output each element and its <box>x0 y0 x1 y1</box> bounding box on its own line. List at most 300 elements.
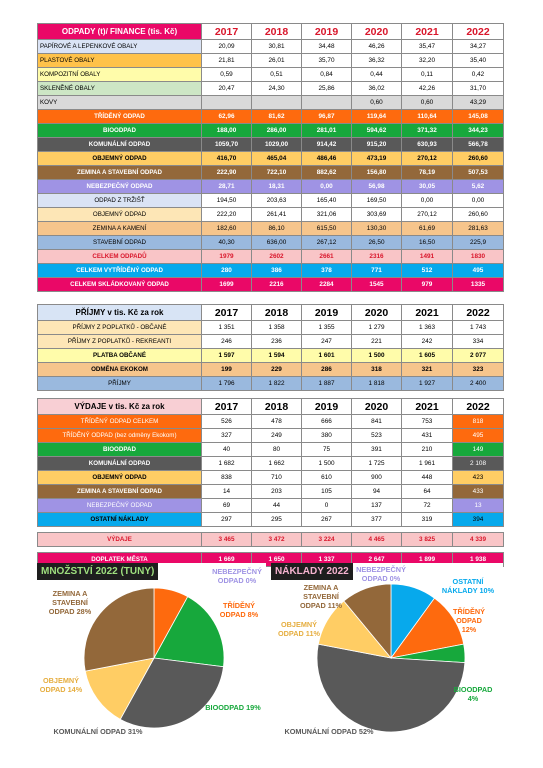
cell-value: 40,30 <box>202 236 252 250</box>
cell-value: 13 <box>453 499 504 513</box>
year-header: 2017 <box>202 399 252 415</box>
cell-value: 4 465 <box>352 533 402 547</box>
cell-value: 1 337 <box>302 553 352 567</box>
cell-value: 35,70 <box>302 54 352 68</box>
cell-value: 281,63 <box>453 222 504 236</box>
table-row <box>38 110 504 124</box>
cell-value: 507,53 <box>453 166 504 180</box>
year-header: 2020 <box>352 305 402 321</box>
table-row <box>38 264 504 278</box>
cell-value: 486,46 <box>302 152 352 166</box>
cell-value: 137 <box>352 499 402 513</box>
cell-value: 145,08 <box>453 110 504 124</box>
cell-value: 722,10 <box>252 166 302 180</box>
row-label-prijmy-z-poplatku-rekreanti: PŘÍJMY Z POPLATKŮ - REKREANTI <box>38 335 202 349</box>
row-label-celkem-vytrideny-odpad: CELKEM VYTŘÍDĚNÝ ODPAD <box>38 264 202 278</box>
cell-value: 1545 <box>352 278 402 292</box>
table-row <box>38 96 504 110</box>
row-label-trideny-odpad-celkem: TŘÍDĚNÝ ODPAD CELKEM <box>38 415 202 429</box>
cell-value: 267,12 <box>302 236 352 250</box>
cell-value: 72 <box>402 499 453 513</box>
cell-value: 0,60 <box>402 96 453 110</box>
cell-value: 267 <box>302 513 352 527</box>
cell-value: 281,01 <box>302 124 352 138</box>
row-label-prijmy-z-poplatku-obcane: PŘÍJMY Z POPLATKŮ - OBČANÉ <box>38 321 202 335</box>
cell-value: 169,50 <box>352 194 402 208</box>
cell-value: 14 <box>202 485 252 499</box>
cell-value: 249 <box>252 429 302 443</box>
cell-value: 25,86 <box>302 82 352 96</box>
cell-value: 900 <box>352 471 402 485</box>
cell-value: 495 <box>453 264 504 278</box>
row-label-trideny-odpad: TŘÍDĚNÝ ODPAD <box>38 110 202 124</box>
cell-value: 838 <box>202 471 252 485</box>
year-header: 2017 <box>202 305 252 321</box>
cell-value: 710 <box>252 471 302 485</box>
cell-value: 261,41 <box>252 208 302 222</box>
cell-value: 323 <box>453 363 504 377</box>
cell-value: 182,60 <box>202 222 252 236</box>
row-label-odmena-ekokom: ODMĚNA EKOKOM <box>38 363 202 377</box>
cell-value: 0,60 <box>352 96 402 110</box>
cell-value: 1 818 <box>352 377 402 391</box>
row-label-odpad-z-trzist: ODPAD Z TRŽIŠŤ <box>38 194 202 208</box>
cell-value: 36,02 <box>352 82 402 96</box>
cell-value: 327 <box>202 429 252 443</box>
cell-value: 0,51 <box>252 68 302 82</box>
row-label-nebezpecny-odpad: NEBEZPEČNÝ ODPAD <box>38 180 202 194</box>
pie-label: OBJEMNÝ ODPAD 14% <box>39 676 83 694</box>
cell-value: 1 355 <box>302 321 352 335</box>
cell-value: 423 <box>453 471 504 485</box>
cell-value: 321 <box>402 363 453 377</box>
row-label-papirove-a-lepenkove-obaly: PAPÍROVÉ A LEPENKOVÉ OBALY <box>38 40 202 54</box>
cell-value: 78,19 <box>402 166 453 180</box>
row-label-komunalni-odpad: KOMUNÁLNÍ ODPAD <box>38 457 202 471</box>
cell-value: 222,90 <box>202 166 252 180</box>
cell-value: 0,42 <box>453 68 504 82</box>
cell-value: 2 647 <box>352 553 402 567</box>
cell-value: 56,98 <box>352 180 402 194</box>
table-row <box>38 349 504 363</box>
row-label-bioodpad: BIOODPAD <box>38 443 202 457</box>
row-label-bioodpad: BIOODPAD <box>38 124 202 138</box>
row-label-plastove-obaly: PLASTOVÉ OBALY <box>38 54 202 68</box>
year-header: 2018 <box>252 305 302 321</box>
cell-value: 36,32 <box>352 54 402 68</box>
cell-value: 1 669 <box>202 553 252 567</box>
cell-value: 2661 <box>302 250 352 264</box>
cell-value: 24,30 <box>252 82 302 96</box>
cell-value: 0,84 <box>302 68 352 82</box>
cell-value: 81,62 <box>252 110 302 124</box>
cell-value: 34,48 <box>302 40 352 54</box>
cell-value: 110,64 <box>402 110 453 124</box>
table-row <box>38 429 504 443</box>
cell-value: 2284 <box>302 278 352 292</box>
table-row <box>38 363 504 377</box>
cell-value: 433 <box>453 485 504 499</box>
cell-value: 1491 <box>402 250 453 264</box>
cell-value: 236 <box>252 335 302 349</box>
cell-value: 303,69 <box>352 208 402 222</box>
cell-value: 915,20 <box>352 138 402 152</box>
pie-label: KOMUNÁLNÍ ODPAD 31% <box>53 727 143 736</box>
table-row <box>38 152 504 166</box>
costs-chart <box>271 563 503 766</box>
cell-value: 0,44 <box>352 68 402 82</box>
cell-value: 882,62 <box>302 166 352 180</box>
cell-value: 1 682 <box>202 457 252 471</box>
cell-value: 1 363 <box>402 321 453 335</box>
cell-value: 210 <box>402 443 453 457</box>
cell-value: 636,00 <box>252 236 302 250</box>
cell-value: 1 279 <box>352 321 402 335</box>
cell-value: 297 <box>202 513 252 527</box>
table-row <box>38 335 504 349</box>
cell-value: 1 351 <box>202 321 252 335</box>
table-row <box>38 40 504 54</box>
cell-value: 0,11 <box>402 68 453 82</box>
cell-value: 1 822 <box>252 377 302 391</box>
cell-value: 371,32 <box>402 124 453 138</box>
row-label-vydaje: VÝDAJE <box>38 533 202 547</box>
cell-value: 3 465 <box>202 533 252 547</box>
cell-value: 69 <box>202 499 252 513</box>
cell-value: 1 650 <box>252 553 302 567</box>
table-row <box>38 166 504 180</box>
row-label-kovy: KOVY <box>38 96 202 110</box>
cell-value: 105 <box>302 485 352 499</box>
cell-value: 3 825 <box>402 533 453 547</box>
table-row <box>38 377 504 391</box>
row-label-trideny-odpad-bez-odmeny-ekokom: TŘÍDĚNÝ ODPAD (bez odměny Ekokom) <box>38 429 202 443</box>
cell-value: 156,80 <box>352 166 402 180</box>
cell-value: 64 <box>402 485 453 499</box>
row-label-zemina-a-stavebni-odpad: ZEMINA A STAVEBNÍ ODPAD <box>38 166 202 180</box>
table-row <box>38 68 504 82</box>
year-header: 2019 <box>302 305 352 321</box>
cell-value: 615,50 <box>302 222 352 236</box>
quantity-chart-title: MNOŽSTVÍ 2022 (TUNY) <box>37 563 158 580</box>
charts-area <box>37 563 503 766</box>
cell-value: 1 500 <box>302 457 352 471</box>
cell-value: 666 <box>302 415 352 429</box>
row-label-sklenene-obaly: SKLENĚNÉ OBALY <box>38 82 202 96</box>
year-header: 2018 <box>252 399 302 415</box>
cell-value: 40 <box>202 443 252 457</box>
cell-value: 221 <box>352 335 402 349</box>
table-row <box>38 485 504 499</box>
year-header: 2017 <box>202 24 252 40</box>
year-header: 2022 <box>453 24 504 40</box>
cell-value <box>302 96 352 110</box>
cell-value: 1 899 <box>402 553 453 567</box>
cell-value: 495 <box>453 429 504 443</box>
pie-label: KOMUNÁLNÍ ODPAD 52% <box>284 727 374 736</box>
cell-value: 334 <box>453 335 504 349</box>
cell-value: 280 <box>202 264 252 278</box>
table-row <box>38 138 504 152</box>
cell-value: 630,93 <box>402 138 453 152</box>
cell-value: 1335 <box>453 278 504 292</box>
cell-value: 377 <box>352 513 402 527</box>
year-header: 2020 <box>352 399 402 415</box>
cell-value: 3 224 <box>302 533 352 547</box>
cell-value: 512 <box>402 264 453 278</box>
cell-value: 242 <box>402 335 453 349</box>
cell-value: 1 796 <box>202 377 252 391</box>
cell-value: 914,42 <box>302 138 352 152</box>
cell-value: 165,40 <box>302 194 352 208</box>
year-header: 2021 <box>402 305 453 321</box>
cell-value: 295 <box>252 513 302 527</box>
year-header: 2019 <box>302 24 352 40</box>
pie-label: NEBEZPEČNÝ ODPAD 0% <box>356 565 406 583</box>
table-row <box>38 513 504 527</box>
cell-value: 1 938 <box>453 553 504 567</box>
table-row <box>38 471 504 485</box>
cell-value: 44 <box>252 499 302 513</box>
cell-value: 478 <box>252 415 302 429</box>
cell-value: 1 662 <box>252 457 302 471</box>
row-label-nebezpecny-odpad: NEBEZPEČNÝ ODPAD <box>38 499 202 513</box>
row-label-ostatni-naklady: OSTATNÍ NÁKLADY <box>38 513 202 527</box>
cell-value: 1 500 <box>352 349 402 363</box>
cell-value: 260,60 <box>453 152 504 166</box>
expenses-table <box>37 398 504 567</box>
row-label-kompozitni-obaly: KOMPOZITNÍ OBALY <box>38 68 202 82</box>
cell-value: 979 <box>402 278 453 292</box>
row-label-platba-obcane: PLATBA OBČANÉ <box>38 349 202 363</box>
cell-value: 42,26 <box>402 82 453 96</box>
cell-value: 35,47 <box>402 40 453 54</box>
pie-label: BIOODPAD 19% <box>205 703 261 712</box>
cell-value: 1 961 <box>402 457 453 471</box>
cell-value: 566,78 <box>453 138 504 152</box>
cell-value: 386 <box>252 264 302 278</box>
income-table <box>37 304 504 391</box>
cell-value: 46,26 <box>352 40 402 54</box>
quantity-chart <box>37 563 266 766</box>
cell-value: 203 <box>252 485 302 499</box>
pie-label: OBJEMNÝ ODPAD 11% <box>277 620 321 638</box>
row-label-komunalni-odpad: KOMUNÁLNÍ ODPAD <box>38 138 202 152</box>
table-header-label: PŘÍJMY v tis. Kč za rok <box>38 305 202 321</box>
cell-value: 0,59 <box>202 68 252 82</box>
cell-value: 753 <box>402 415 453 429</box>
table-row <box>38 321 504 335</box>
cell-value: 465,04 <box>252 152 302 166</box>
cell-value: 1 597 <box>202 349 252 363</box>
year-header: 2022 <box>453 399 504 415</box>
cell-value: 318 <box>352 363 402 377</box>
pie-label: ZEMINA A STAVEBNÍ ODPAD 11% <box>299 583 343 610</box>
cell-value: 818 <box>453 415 504 429</box>
row-label-zemina-a-kameni: ZEMINA A KAMENÍ <box>38 222 202 236</box>
cell-value: 2 077 <box>453 349 504 363</box>
table-row <box>38 443 504 457</box>
year-header: 2020 <box>352 24 402 40</box>
cell-value: 270,12 <box>402 208 453 222</box>
cell-value: 229 <box>252 363 302 377</box>
table-row <box>38 222 504 236</box>
cell-value: 28,71 <box>202 180 252 194</box>
cell-value: 188,00 <box>202 124 252 138</box>
cell-value: 203,63 <box>252 194 302 208</box>
row-label-doplatek-mesta: DOPLATEK MĚSTA <box>38 553 202 567</box>
row-label-objemny-odpad: OBJEMNÝ ODPAD <box>38 152 202 166</box>
table-row <box>38 124 504 138</box>
cell-value: 199 <box>202 363 252 377</box>
table-row <box>38 194 504 208</box>
cell-value: 30,05 <box>402 180 453 194</box>
cell-value <box>202 96 252 110</box>
cell-value: 0,00 <box>453 194 504 208</box>
table-row <box>38 278 504 292</box>
cell-value: 18,31 <box>252 180 302 194</box>
pie-label: NEBEZPEČNÝ ODPAD 0% <box>212 567 262 585</box>
cell-value: 62,96 <box>202 110 252 124</box>
table-header-label: VÝDAJE v tis. Kč za rok <box>38 399 202 415</box>
cell-value: 286,00 <box>252 124 302 138</box>
year-header: 2021 <box>402 24 453 40</box>
cell-value: 61,69 <box>402 222 453 236</box>
year-header: 2019 <box>302 399 352 415</box>
cell-value: 260,60 <box>453 208 504 222</box>
cell-value: 96,87 <box>302 110 352 124</box>
cell-value: 526 <box>202 415 252 429</box>
cell-value: 247 <box>302 335 352 349</box>
cell-value: 246 <box>202 335 252 349</box>
table-row <box>38 54 504 68</box>
cell-value: 473,19 <box>352 152 402 166</box>
cell-value: 2 400 <box>453 377 504 391</box>
cell-value: 149 <box>453 443 504 457</box>
cell-value: 771 <box>352 264 402 278</box>
table-row <box>38 533 504 547</box>
cell-value: 2 108 <box>453 457 504 471</box>
cell-value: 32,20 <box>402 54 453 68</box>
cell-value: 1 725 <box>352 457 402 471</box>
cell-value: 416,70 <box>202 152 252 166</box>
row-label-prijmy: PŘÍJMY <box>38 377 202 391</box>
cell-value: 344,23 <box>453 124 504 138</box>
cell-value: 431 <box>402 429 453 443</box>
cell-value: 119,64 <box>352 110 402 124</box>
cell-value: 2602 <box>252 250 302 264</box>
cell-value: 2216 <box>252 278 302 292</box>
cell-value: 30,81 <box>252 40 302 54</box>
year-header: 2021 <box>402 399 453 415</box>
table-row <box>38 236 504 250</box>
cell-value: 1 601 <box>302 349 352 363</box>
cell-value: 1 927 <box>402 377 453 391</box>
cell-value: 0,00 <box>402 194 453 208</box>
cell-value: 1 743 <box>453 321 504 335</box>
cell-value: 0 <box>302 499 352 513</box>
cell-value: 391 <box>352 443 402 457</box>
costs-chart-title: NÁKLADY 2022 <box>271 563 353 580</box>
table-row <box>38 208 504 222</box>
cell-value: 16,50 <box>402 236 453 250</box>
cell-value <box>252 96 302 110</box>
cell-value: 225,9 <box>453 236 504 250</box>
cell-value: 841 <box>352 415 402 429</box>
cell-value: 394 <box>453 513 504 527</box>
pie-label: OSTATNÍ NÁKLADY 10% <box>441 577 495 595</box>
cell-value: 1699 <box>202 278 252 292</box>
cell-value: 0,00 <box>302 180 352 194</box>
cell-value: 1 887 <box>302 377 352 391</box>
cell-value: 21,81 <box>202 54 252 68</box>
year-header: 2022 <box>453 305 504 321</box>
cell-value: 1059,70 <box>202 138 252 152</box>
table-row <box>38 250 504 264</box>
cell-value: 222,20 <box>202 208 252 222</box>
table-header-label: ODPADY (t)/ FINANCE (tis. Kč) <box>38 24 202 40</box>
year-header: 2018 <box>252 24 302 40</box>
cell-value: 3 472 <box>252 533 302 547</box>
cell-value: 286 <box>302 363 352 377</box>
cell-value: 1 605 <box>402 349 453 363</box>
cell-value: 1 594 <box>252 349 302 363</box>
cell-value: 75 <box>302 443 352 457</box>
table-row <box>38 499 504 513</box>
waste-table <box>37 23 504 292</box>
cell-value: 4 339 <box>453 533 504 547</box>
cell-value: 31,70 <box>453 82 504 96</box>
cell-value: 194,50 <box>202 194 252 208</box>
cell-value: 448 <box>402 471 453 485</box>
row-label-zemina-a-stavebni-odpad: ZEMINA A STAVEBNÍ ODPAD <box>38 485 202 499</box>
cell-value: 270,12 <box>402 152 453 166</box>
cell-value: 1029,00 <box>252 138 302 152</box>
cell-value: 594,62 <box>352 124 402 138</box>
cell-value: 380 <box>302 429 352 443</box>
cell-value: 321,06 <box>302 208 352 222</box>
cell-value: 1979 <box>202 250 252 264</box>
row-label-stavebni-odpad: STAVEBNÍ ODPAD <box>38 236 202 250</box>
cell-value: 1 358 <box>252 321 302 335</box>
pie-label: BIOODPAD 4% <box>453 685 493 703</box>
cell-value: 378 <box>302 264 352 278</box>
cell-value: 1830 <box>453 250 504 264</box>
table-row <box>38 457 504 471</box>
cell-value: 26,50 <box>352 236 402 250</box>
cell-value: 43,29 <box>453 96 504 110</box>
cell-value: 319 <box>402 513 453 527</box>
cell-value: 523 <box>352 429 402 443</box>
row-label-objemny-odpad: OBJEMNÝ ODPAD <box>38 471 202 485</box>
table-row <box>38 180 504 194</box>
cell-value: 5,62 <box>453 180 504 194</box>
cell-value: 2316 <box>352 250 402 264</box>
cell-value: 35,40 <box>453 54 504 68</box>
row-label-celkem-skladkovany-odpad: CELKEM SKLÁDKOVANÝ ODPAD <box>38 278 202 292</box>
row-label-celkem-odpadu: CELKEM ODPADŮ <box>38 250 202 264</box>
cell-value: 610 <box>302 471 352 485</box>
cell-value: 20,09 <box>202 40 252 54</box>
pie-label: TŘÍDĚNÝ ODPAD 12% <box>452 607 486 634</box>
pie-label: TŘÍDĚNÝ ODPAD 8% <box>219 601 259 619</box>
table-row <box>38 82 504 96</box>
row-label-objemny-odpad: OBJEMNÝ ODPAD <box>38 208 202 222</box>
cell-value: 94 <box>352 485 402 499</box>
cell-value: 26,01 <box>252 54 302 68</box>
cell-value: 86,10 <box>252 222 302 236</box>
pie-label: ZEMINA A STAVEBNÍ ODPAD 28% <box>48 589 92 616</box>
